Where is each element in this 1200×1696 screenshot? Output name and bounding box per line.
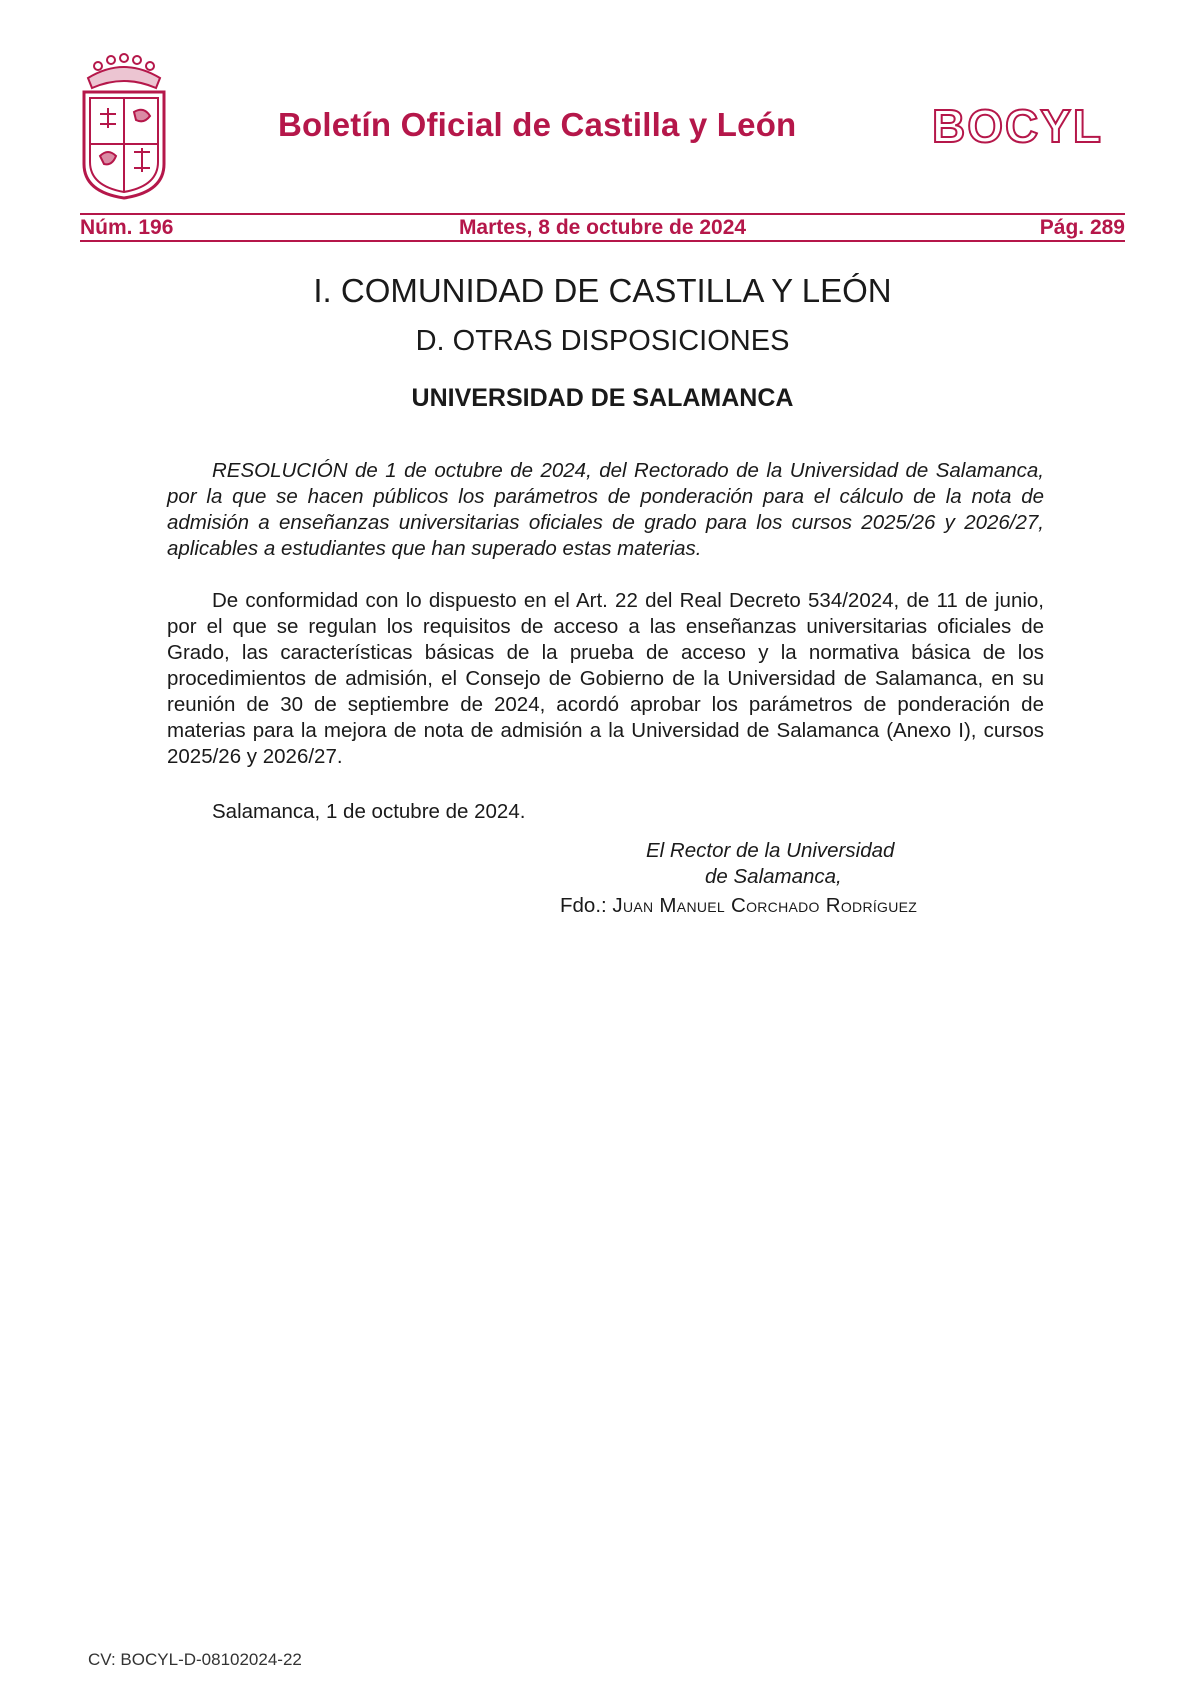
signature-signer (560, 893, 917, 919)
header-rule-bottom (80, 240, 1125, 242)
footer-cv-code: CV: BOCYL-D-08102024-22 (88, 1650, 302, 1669)
section-heading-level1: I. COMUNIDAD DE CASTILLA Y LEÓN (313, 272, 892, 309)
issuer-heading: UNIVERSIDAD DE SALAMANCA (411, 384, 794, 412)
bocyl-logo-text: BOCYL (932, 100, 1103, 152)
issue-date: Martes, 8 de octubre de 2024 (458, 216, 747, 239)
castilla-leon-coat-of-arms-icon (78, 52, 170, 200)
resolution-title: RESOLUCIÓN de 1 de octubre de 2024, del Rectorado de la Universidad de Salamanca, por la que se hacen públicos los parámetros de ponderación para el cálculo de la nota de admisión a enseñanzas universitarias oficiales de grado para los cursos 2025/26 y 2026/27, aplicables a estudiantes que han superado estas materias. (167, 459, 1044, 560)
signature-name: Juan Manuel Corchado Rodríguez (612, 894, 918, 917)
page-number: Pág. 289 (1039, 216, 1125, 239)
bocyl-logo (930, 100, 1130, 152)
header-rule-top (80, 213, 1125, 215)
signature-prefix: Fdo.: (560, 894, 613, 917)
signature-role-line1: El Rector de la Universidad (646, 839, 895, 862)
place-date: Salamanca, 1 de octubre de 2024. (212, 800, 526, 823)
signature-role-line2: de Salamanca, (705, 865, 842, 888)
section-heading-level2: D. OTRAS DISPOSICIONES (415, 325, 790, 357)
journal-title: Boletín Oficial de Castilla y León (278, 106, 797, 143)
body-paragraph: De conformidad con lo dispuesto en el Art. 22 del Real Decreto 534/2024, de 11 de junio, por el que se regulan los requisitos de acceso a las enseñanzas universitarias oficiales de Grado, las características básicas de la prueba de acceso y la normativa básica de los procedimientos de admisión, el Consejo de Gobierno de la Universidad de Salamanca, en su reunión de 30 de septiembre de 2024, acordó aprobar los parámetros de ponderación de materias para la mejora de nota de admisión a la Universidad de Salamanca (Anexo I), cursos 2025/26 y 2026/27. (167, 589, 1044, 768)
issue-number: Núm. 196 (80, 216, 174, 239)
